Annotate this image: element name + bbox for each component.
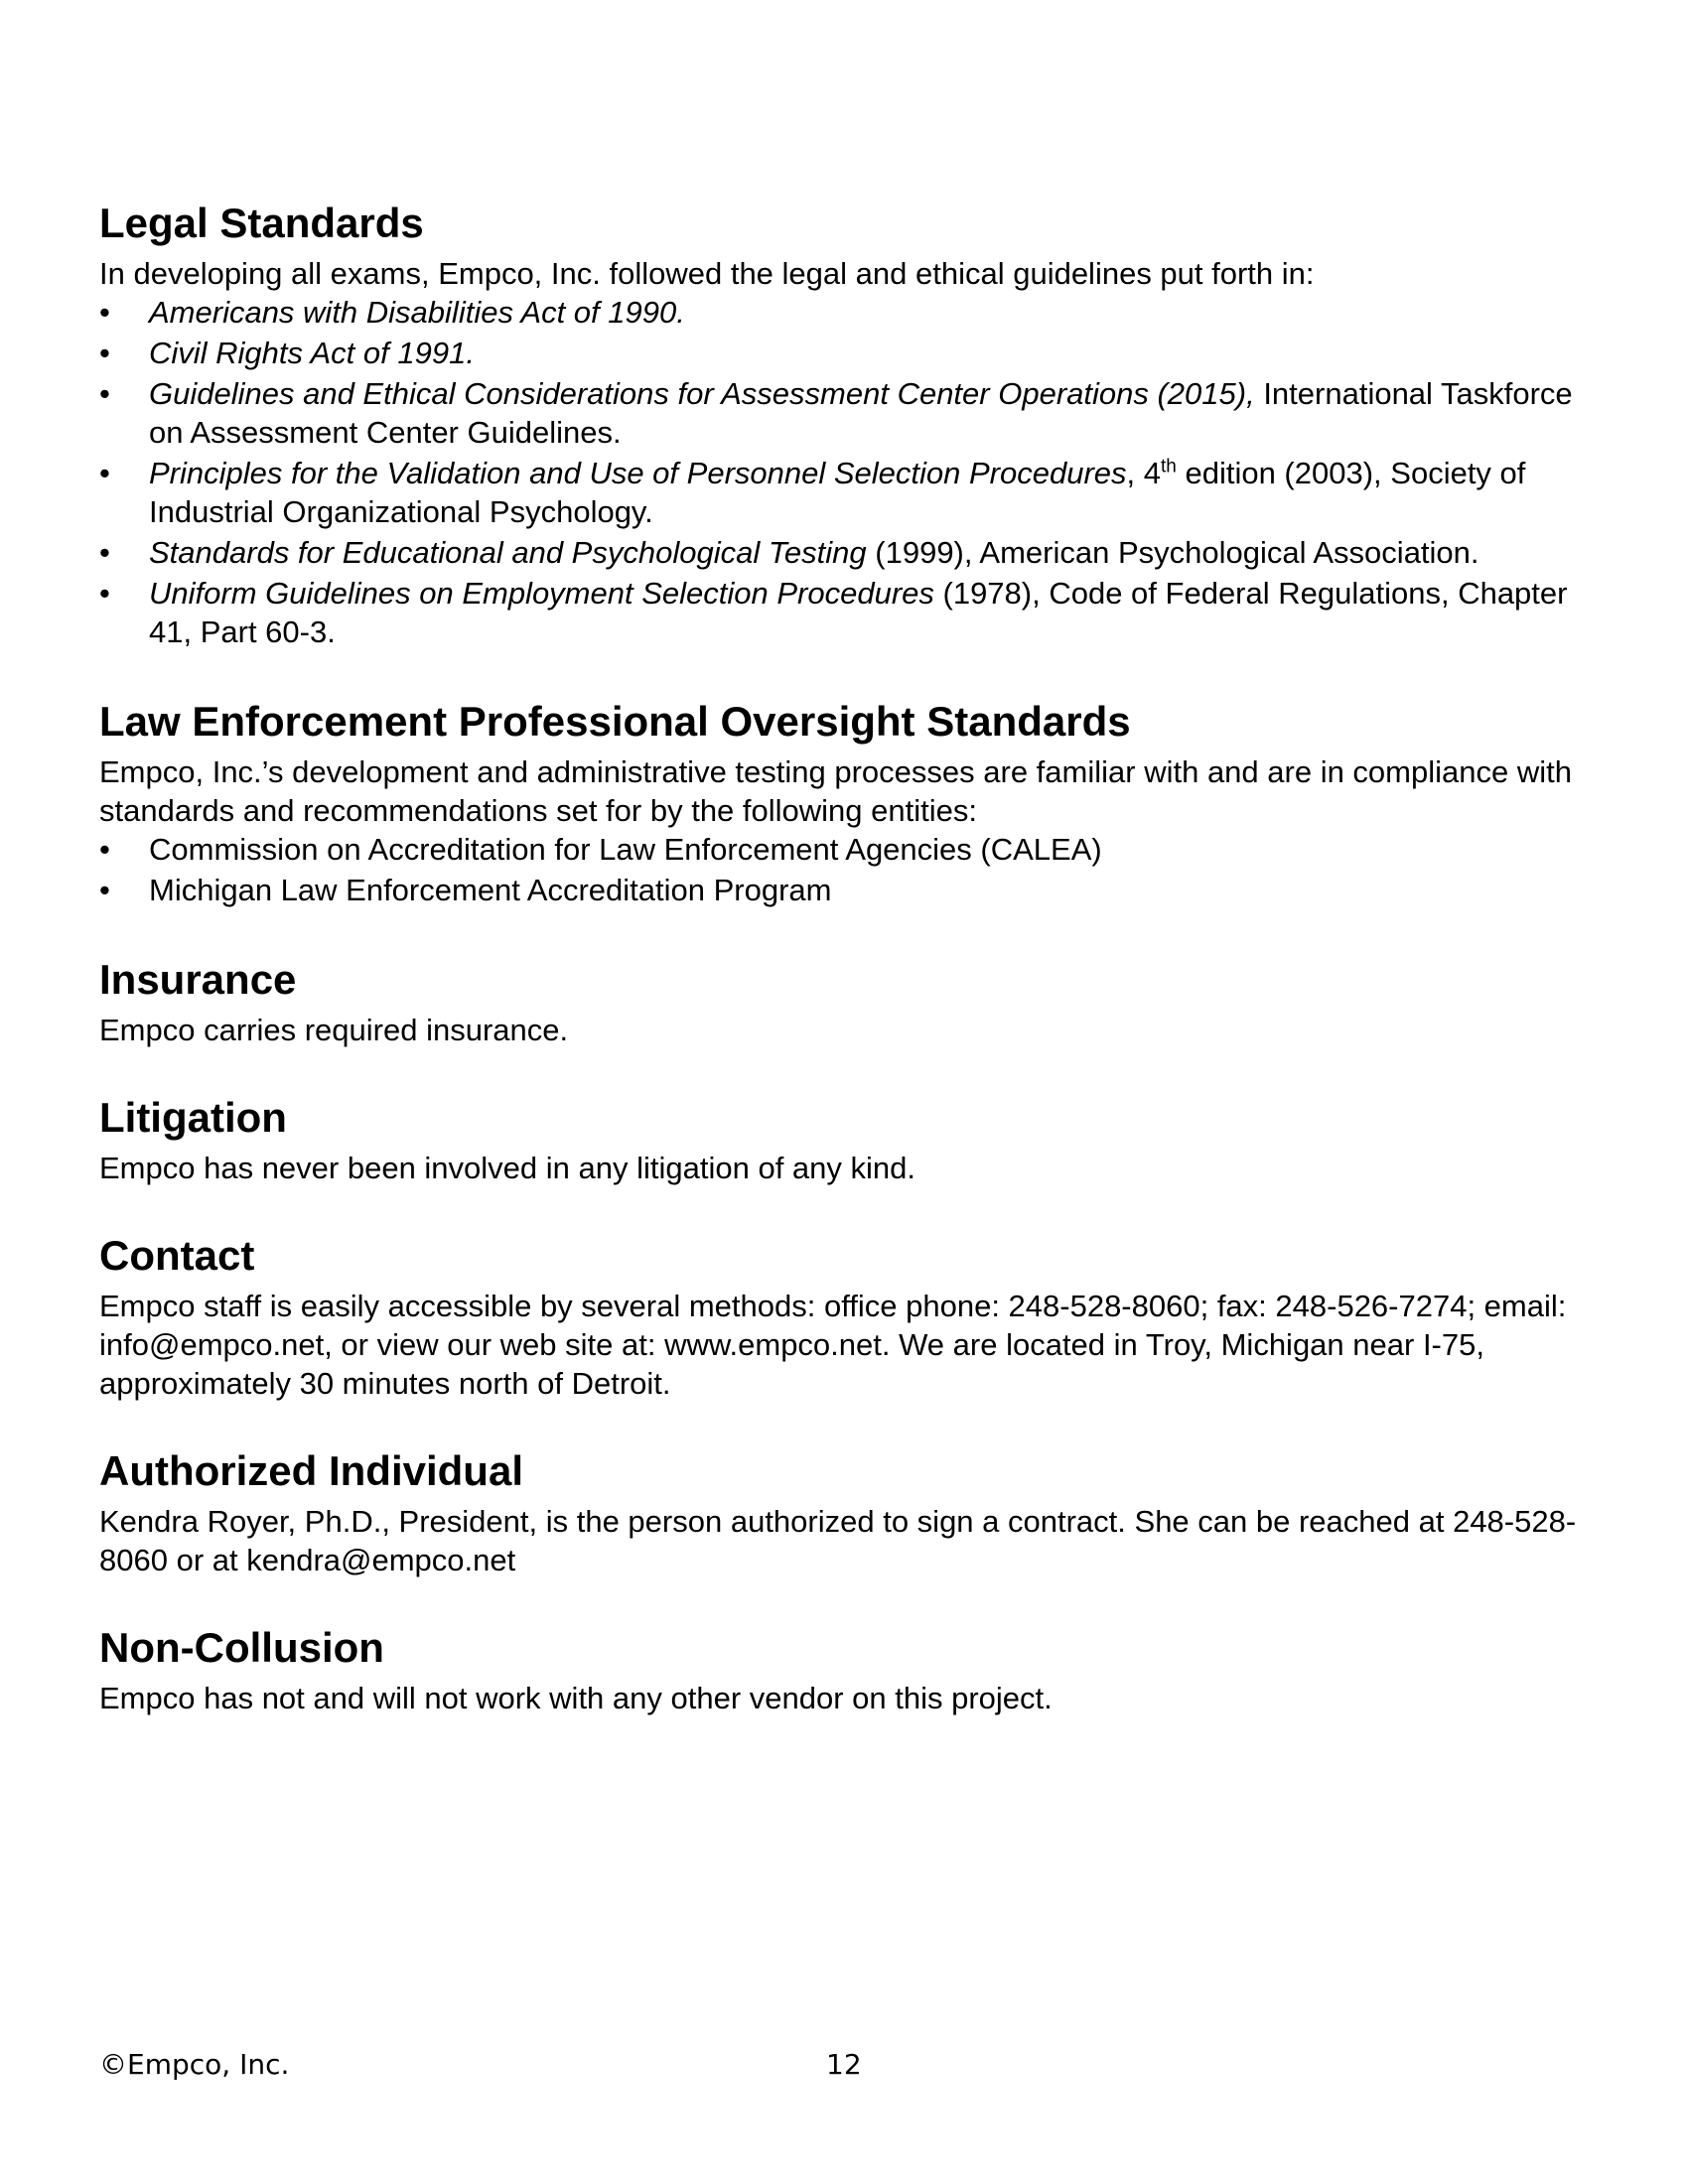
noncollusion-text: Empco has not and will not work with any other vendor on this project.	[99, 1681, 1053, 1715]
list-item	[99, 454, 1609, 531]
list-item-title: Standards for Educational and Psychological Testing	[149, 535, 867, 570]
contact-text: Empco staff is easily accessible by several methods: office phone: 248-528-8060; fax: 248-526-7274; email: info@empco.net, or view our web site at: www.empco.net. We are located in Troy, Michigan near I-75, approximately 30 minutes north of Detroit.	[99, 1289, 1567, 1401]
list-item	[99, 334, 1609, 372]
list-item-detail: (1978), Code of Federal Regulations, Chapter 41, Part 60-3.	[149, 576, 1568, 649]
list-item	[99, 871, 1609, 909]
footer-copyright: ©Empco, Inc.	[99, 2048, 290, 2081]
list-item-detail: International Taskforce on Assessment Center Guidelines.	[149, 376, 1573, 450]
legal-standards-list	[99, 293, 1609, 651]
section-spacer	[99, 1049, 1609, 1093]
list-item-text: Michigan Law Enforcement Accreditation Program	[149, 873, 832, 907]
list-item-text: Commission on Accreditation for Law Enforcement Agencies (CALEA)	[149, 832, 1102, 867]
noncollusion-section	[99, 1623, 1609, 1717]
bullet-icon: •	[99, 832, 110, 867]
list-item	[99, 533, 1609, 572]
authorized-heading: Authorized Individual	[99, 1447, 523, 1494]
list-item-detail: , 4	[1126, 456, 1161, 490]
list-item	[99, 830, 1609, 869]
contact-section	[99, 1231, 1609, 1403]
list-item-title: Uniform Guidelines on Employment Selection Procedures	[149, 576, 934, 611]
bullet-icon: •	[99, 873, 110, 907]
section-spacer	[99, 653, 1609, 697]
noncollusion-heading: Non-Collusion	[99, 1624, 384, 1671]
bullet-icon: •	[99, 376, 110, 411]
bullet-icon: •	[99, 535, 110, 570]
insurance-text: Empco carries required insurance.	[99, 1013, 569, 1047]
bullet-icon: •	[99, 576, 110, 611]
list-item-title: Principles for the Validation and Use of Personnel Selection Procedures	[149, 456, 1127, 490]
oversight-list	[99, 830, 1609, 909]
oversight-heading: Law Enforcement Professional Oversight Standards	[99, 698, 1131, 745]
section-spacer	[99, 1579, 1609, 1623]
authorized-text: Kendra Royer, Ph.D., President, is the person authorized to sign a contract. She can be reached at 248-528-8060 or at kendra@empco.net	[99, 1504, 1577, 1577]
insurance-section	[99, 955, 1609, 1049]
page-number: 12	[826, 2048, 862, 2081]
litigation-section	[99, 1093, 1609, 1187]
litigation-text: Empco has never been involved in any litigation of any kind.	[99, 1151, 915, 1185]
list-item-detail: (1999), American Psychological Association.	[866, 535, 1479, 570]
legal-standards-section	[99, 199, 1609, 651]
authorized-section	[99, 1446, 1609, 1579]
page-content	[99, 199, 1609, 1717]
list-item	[99, 293, 1609, 332]
bullet-icon: •	[99, 295, 110, 330]
list-item-detail: edition (2003), Society of Industrial Organizational Psychology.	[149, 456, 1526, 529]
bullet-icon: •	[99, 336, 110, 370]
list-item	[99, 374, 1609, 452]
list-item	[99, 574, 1609, 651]
oversight-section	[99, 697, 1609, 909]
list-item-title: Civil Rights Act of 1991.	[149, 336, 475, 370]
bullet-icon: •	[99, 456, 110, 490]
litigation-heading: Litigation	[99, 1094, 287, 1141]
section-spacer	[99, 1403, 1609, 1446]
legal-standards-intro: In developing all exams, Empco, Inc. followed the legal and ethical guidelines put forth in:	[99, 256, 1315, 291]
list-item-title: Americans with Disabilities Act of 1990.	[149, 295, 685, 330]
insurance-heading: Insurance	[99, 956, 297, 1003]
legal-standards-heading: Legal Standards	[99, 200, 424, 246]
list-item-title: Guidelines and Ethical Considerations for Assessment Center Operations (2015),	[149, 376, 1255, 411]
contact-heading: Contact	[99, 1232, 255, 1279]
oversight-intro: Empco, Inc.’s development and administrative testing processes are familiar with and are in compliance with standards and recommendations set for by the following entities:	[99, 754, 1572, 828]
section-spacer	[99, 1187, 1609, 1231]
section-spacer	[99, 911, 1609, 955]
ordinal-suffix: th	[1161, 456, 1177, 478]
